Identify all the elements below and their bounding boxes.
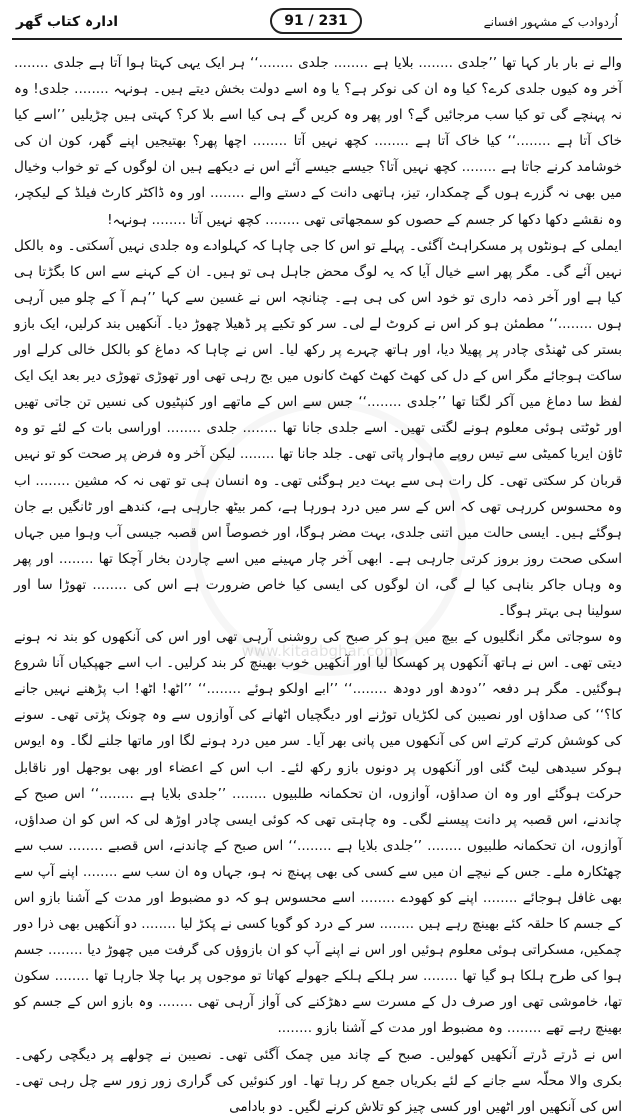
paragraph: ایملی کے ہونٹوں پر مسکراہٹ آگئی۔ پہلے تو اس کا جی چاہا کہ کہلوادے وہ جلدی نہیں آسکتی۔ وہ بالکل نہیں آئے گی۔ مگر پھر اسے خیال آیا کہ یہ لوگ محض جاہل ہی تو ہیں۔ ان کے کہنے سے اس کا بگڑتا ہی کیا ہے اور آخر ذمہ داری تو خود اس کی ہی ہے۔ چنانچہ اس نے غسین سے کہا ’’ہم آ کے چلو میں آرہی ہوں ........‘‘ مطمئن ہو کر اس نے کروٹ لے لی۔ سر کو تکیے پر ڈھیلا چھوڑ دیا۔ آنکھیں بند کرلیں، ایک بازو بستر کی ٹھنڈی چادر پر پھیلا دیا، اور ہاتھ چہرے پر رکھ لیا۔ اس نے چاہا کہ دماغ کو بالکل خالی کرلے اور ساکت ہوجائے مگر اس کے دل کی کھٹ کھٹ کھٹ کانوں میں بج رہی تھی اور تھوڑی تھوڑی دیر بعد ایک ایک لفظ سا دماغ میں آکر لگتا تھا ’’جلدی ........‘‘ جس سے اس کے ماتھے اور کنپٹیوں کی نسیں تن جاتی تھیں اور ٹوٹتی ہوئی معلوم ہونے لگتی تھیں۔ اسے جلدی جانا تھا ........ جلدی ........ اوراسی بات کے لئے تو وہ ٹاؤن ایریا کمیٹی سے تیس روپے ماہوار پاتی تھی۔ جلد جانا تھا ........ لیکن آخر وہ فرض پر صحت کو تو نہیں قربان کر سکتی تھی۔ کل رات ہی سے بہت دیر ہوگئی تھی۔ وہ انسان ہی تو تھی نہ کہ مشین ........ اب وہ محسوس کررہی تھی کہ اس کے سر میں درد ہورہا ہے، کمر بیٹھ جارہی ہے، کندھے اور ٹانگیں بے جان ہوگئے ہیں۔ ایسی حالت میں اتنی جلدی، بہت مضر ہوگا، اور خصوصاً اس قصبہ جیسی آب وہوا میں جہاں اسکی صحت روز بروز کرتی جارہی ہے۔ ابھی آخر چار مہینے میں اسے چاردن بخار آچکا تھا ........ اور پھر وہ وہاں جاکر بناہی کیا لے گی، ان لوگوں کی ایسی کیا خاص ضرورت ہے اس کی ........ تھوڑا سا اور سولینا ہی بہتر ہوگا۔	[14, 237, 622, 619]
paragraph: وہ سوجاتی مگر انگلیوں کے بیچ میں ہو کر صبح کی روشنی آرہی تھی اور اس کی آنکھوں کو بند نہ ہونے دیتی تھی۔ اس نے ہاتھ آنکھوں پر کھسکا لیا اور آنکھیں خوب بھینچ کر بند کرلیں۔ اب اسے جھپکیاں آنا شروع ہوگئیں۔ مگر ہر دفعہ ’’دودھ اور دودھ ........‘‘ ’’ابے اولکو ہوئے ........‘‘ ’’اٹھ! اٹھ! اب پڑھنے نہیں جانے کا؟‘‘ کی صداؤں اور نصیبن کی لکڑیاں توڑنے اور دیگچیاں اٹھانے کی آوازوں سے وہ چونک پڑتی تھی۔ سونے کی کوشش کرتے کرتے اس کی آنکھوں میں پانی بھر آیا۔ سر میں درد ہونے لگا اور ماتھا جلنے لگا۔ وہ ایوس ہوکر سیدھی لیٹ گئی اور آنکھوں پر دونوں بازو رکھ لئے۔ اب اس کے اعضاء اور بھی بوجھل اور ناقابل حرکت ہوگئے اور وہ ان صداؤں، آوازوں، ان تحکمانہ طلبیوں ........ ’’جلدی بلایا ہے ........‘‘ اس صبح کے چاندنے، اس قصبہ پر دانت پیسنے لگی۔ وہ چاہتی تھی کہ کوئی ایسی چادر اوڑھ لی کہ اس کو ان صداؤں، آوازوں، ان تحکمانہ طلبیوں ........ ’’جلدی بلایا ہے ........‘‘ اس صبح کے چاندنے، اس قصبے ........ سب سے چھٹکارہ ملے۔ جس کے نیچے ان میں سے کسی کی بھی پہنچ نہ ہو، جہاں وہ ان سب سے ........ اپنے آپ سے بھی غافل ہوجائے ........ اپنے کو کھودے ........ اسے محسوس ہو کہ دو مضبوط اور مدت کے آشنا بازو اس کے جسم کا حلقہ کئے بھینچ رہے ہیں ........ سر کے درد کو گویا کسی نے پکڑ لیا ........ دو آنکھیں بھی ذرا دور چمکیں، مسکراتی ہوئی معلوم ہوئیں اور اس نے اپنے آپ کو ان بازوؤں کی گرفت میں چھوڑ دیا ........ جسم ہوا کی طرح ہلکا ہو گیا تھا ........ سر ہلکے ہلکے جھولے کھاتا تو موجوں پر بہا چلا جارہا تھا ........ سکون تھا، خاموشی تھی اور صرف دل کے مسرت سے دھڑکنے کی آواز آرہی تھی ........ وہ بازو اس کے جسم کو بھینچ رہے تھے ........ وہ مضبوط اور مدت کے آشنا بازو ........	[14, 629, 622, 1037]
site-name: ادارہ کتاب گھر	[16, 14, 119, 30]
page-counter: 91 / 231	[270, 8, 362, 34]
page-header	[12, 8, 622, 40]
page-body	[14, 50, 622, 1115]
paragraph: والے نے بار بار کہا تھا ’’جلدی ........ بلایا ہے ........ جلدی ........‘‘ ہر ایک یہی کہتا ہوا آتا ہے جلدی ........ آخر وہ کیوں جلدی کرے؟ کیا وہ ان کی نوکر ہے؟ یا وہ اسے دولت بخش دیتے ہیں۔ ہونہہ ........ جلدی! وہ نہ پہنچے گی تو کیا سب مرجائیں گے؟ اور پھر وہ کریں گے ہی کیا اسے بلا کر؟ کہتی ہیں چڑیلیں ’’اسے کیا خاک آتا ہے ........‘‘ کیا خاک آتا ہے ........ کچھ نہیں آتا ........ اچھا پھر؟ بھتیجیں اپنے گھر، کون ان کی خوشامد کرنے جاتا ہے ........ کچھ نہیں آتا؟ جیسے جیسے آئے اس نے دیکھے ہیں ان لوگوں کے تو خواب وخیال میں بھی نہ گزرے ہوں گے چمکدار، تیز، ہاتھی دانت کے دستے والے ........ اور وہ ڈاکٹر کارٹ فیلڈ کے لیکچر، وہ نقشے دکھا دکھا کر جسم کے حصوں کو سمجھاتی تھی ........ کچھ نہیں آتا ........ ہونہہ!	[14, 55, 622, 228]
book-title: اُردوادب کے مشہور افسانے	[483, 15, 618, 29]
header-divider	[12, 38, 622, 40]
paragraph: اس نے ڈرتے ڈرتے آنکھیں کھولیں۔ صبح کے چاند میں چمک آگئی تھی۔ نصیبن نے چولھے پر دیگچی رکھی۔ بکری والا محلّہ سے جانے کے لئے بکریاں جمع کر رہا تھا۔ اور کنوئیں کی گراری زور زور سے چل رہی تھی۔ اس کی آنکھیں اور اٹھیں اور کسی چیز کو تلاش کرنے لگیں۔ دو بادامی	[14, 1046, 622, 1115]
watermark-text: www.kitaabghar.com	[241, 642, 399, 660]
